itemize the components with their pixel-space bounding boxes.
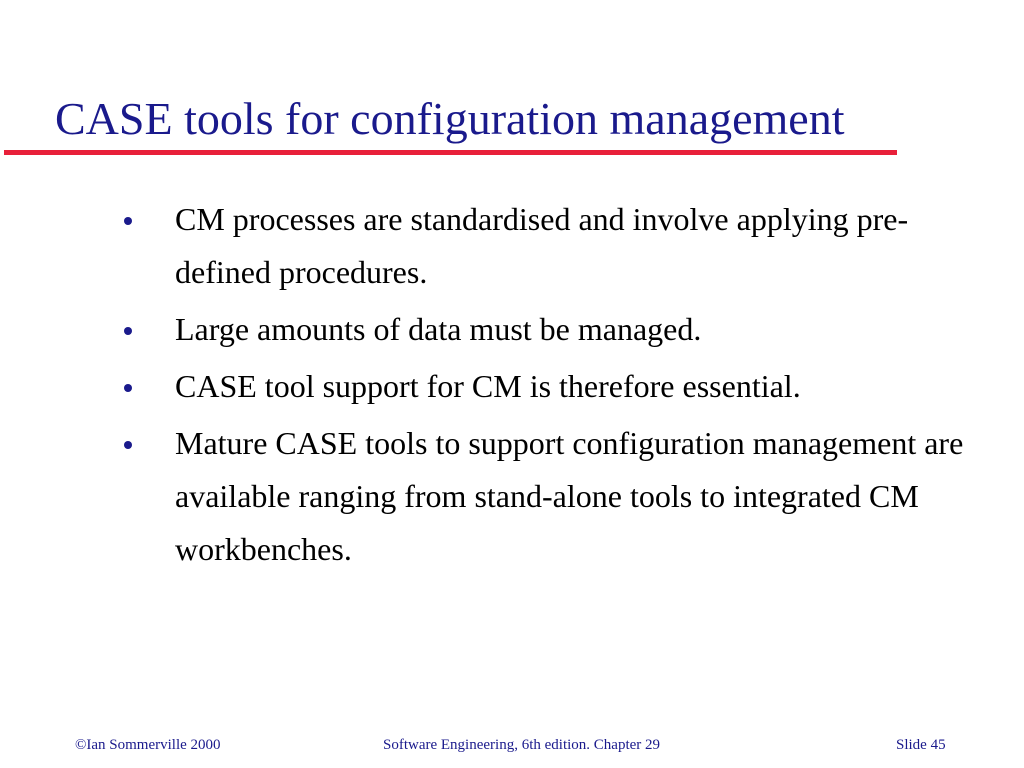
bullet-dot-icon	[124, 441, 132, 449]
bullet-item	[120, 417, 1000, 576]
bullet-dot-icon	[124, 384, 132, 392]
footer-copyright: ©Ian Sommerville 2000	[75, 737, 221, 753]
bullet-item	[120, 360, 1000, 413]
bullet-text: Large amounts of data must be managed.	[175, 311, 702, 347]
bullet-list	[120, 193, 1000, 580]
bullet-text: CASE tool support for CM is therefore essential.	[175, 368, 801, 404]
bullet-item	[120, 303, 1000, 356]
footer-book-title: Software Engineering, 6th edition. Chapter 29	[383, 737, 661, 753]
bullet-item	[120, 193, 1000, 299]
bullet-dot-icon	[124, 327, 132, 335]
footer-slide-number: Slide 45	[896, 737, 946, 753]
title-underline-rule	[4, 150, 897, 155]
bullet-dot-icon	[124, 217, 132, 225]
bullet-text: CM processes are standardised and involve applying pre-defined procedures.	[175, 201, 909, 290]
bullet-text: Mature CASE tools to support configuration management are available ranging from stand-alone tools to integrated CM workbenches.	[175, 425, 964, 567]
slide-title: CASE tools for configuration management	[55, 93, 845, 144]
